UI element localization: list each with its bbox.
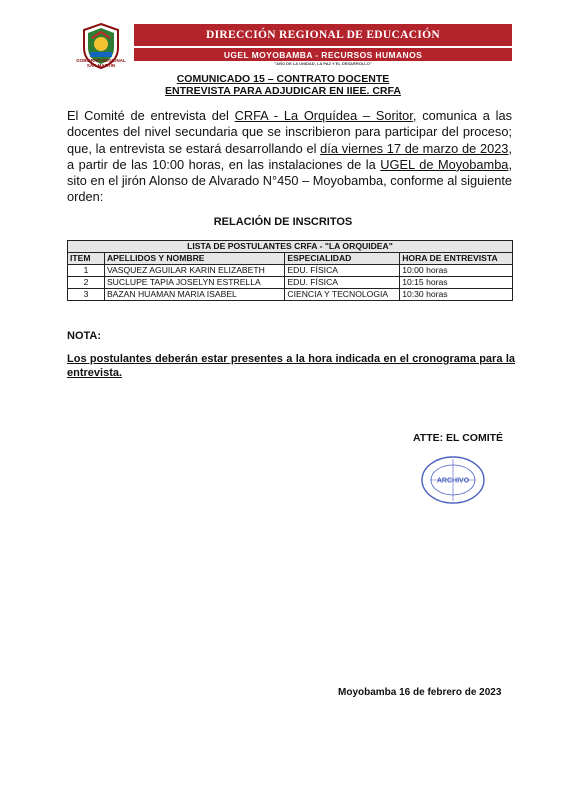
table-row (68, 289, 513, 301)
header-name: APELLIDOS Y NOMBRE (104, 253, 284, 265)
committee-seal-stamp (420, 455, 486, 505)
applicants-table (67, 240, 513, 301)
table-row (68, 265, 513, 277)
cell-specialty: CIENCIA Y TECNOLOGIA (285, 289, 400, 301)
table-caption: LISTA DE POSTULANTES CRFA - "LA ORQUIDEA" (68, 241, 513, 253)
communique-subtitle: ENTREVISTA PARA ADJUDICAR EN IIEE. CRFA (165, 85, 401, 97)
svg-text:ARCHIVO: ARCHIVO (436, 477, 470, 485)
cell-item: 3 (68, 289, 105, 301)
body-text-1: El Comité de entrevista del (67, 108, 235, 123)
cell-name: VASQUEZ AGUILAR KARIN ELIZABETH (104, 265, 284, 277)
header-item: ITEM (68, 253, 105, 265)
table-row (68, 277, 513, 289)
cell-item: 1 (68, 265, 105, 277)
footer-date-text: 16 de febrero de 2023 (399, 687, 502, 698)
header-time: HORA DE ENTREVISTA (400, 253, 513, 265)
header-subtitle: UGEL MOYOBAMBA - RECURSOS HUMANOS (134, 48, 512, 61)
table-header-row (68, 253, 513, 265)
footer-place: Moyobamba (338, 687, 400, 698)
nota-text: Los postulantes deberán estar presentes a la hora indicada en el cronograma para la entrevista. (67, 353, 515, 379)
body-text-2: , comunica a las docentes del nivel secundaria que se inscribieron para participar del proceso; que, la entrevista se estará desarrollando el (67, 108, 512, 156)
body-text-3: , a partir de las 10:00 horas, en las instalaciones de la (67, 140, 512, 172)
cell-time: 10:30 horas (400, 289, 513, 301)
header-slogan: "AÑO DE LA UNIDAD, LA PAZ Y EL DESARROLLO" (274, 61, 372, 66)
cell-specialty: EDU. FÍSICA (285, 265, 400, 277)
cell-item: 2 (68, 277, 105, 289)
body-paragraph (67, 108, 512, 206)
cell-name: BAZAN HUAMAN MARIA ISABEL (104, 289, 284, 301)
cell-name: SUCLUPE TAPIA JOSELYN ESTRELLA (104, 277, 284, 289)
cell-specialty: EDU. FÍSICA (285, 277, 400, 289)
body-text-4: , sito en el jirón Alonso de Alvarado N°450 – Moyobamba, conforme al siguiente orden: (67, 156, 512, 205)
body-committee-name: CRFA - La Orquídea – Soritor (234, 108, 413, 123)
nota-label: NOTA: (67, 330, 102, 342)
cell-time: 10:15 horas (400, 277, 513, 289)
footer-date (338, 687, 501, 698)
header-title: DIRECCIÓN REGIONAL DE EDUCACIÓN (134, 24, 512, 46)
communique-title: COMUNICADO 15 – CONTRATO DOCENTE (176, 73, 390, 85)
logo-caption: GOBIERNO REGIONAL SAN MARTÍN (76, 58, 126, 68)
cell-time: 10:00 horas (400, 265, 513, 277)
header-specialty: ESPECIALIDAD (285, 253, 400, 265)
body-date: día viernes 17 de marzo de 2023 (320, 140, 509, 156)
signature-atte: ATTE: EL COMITÉ (413, 432, 504, 444)
table-caption-row (68, 241, 513, 253)
body-location: UGEL de Moyobamba (380, 156, 509, 172)
relacion-title: RELACIÓN DE INSCRITOS (213, 216, 353, 228)
